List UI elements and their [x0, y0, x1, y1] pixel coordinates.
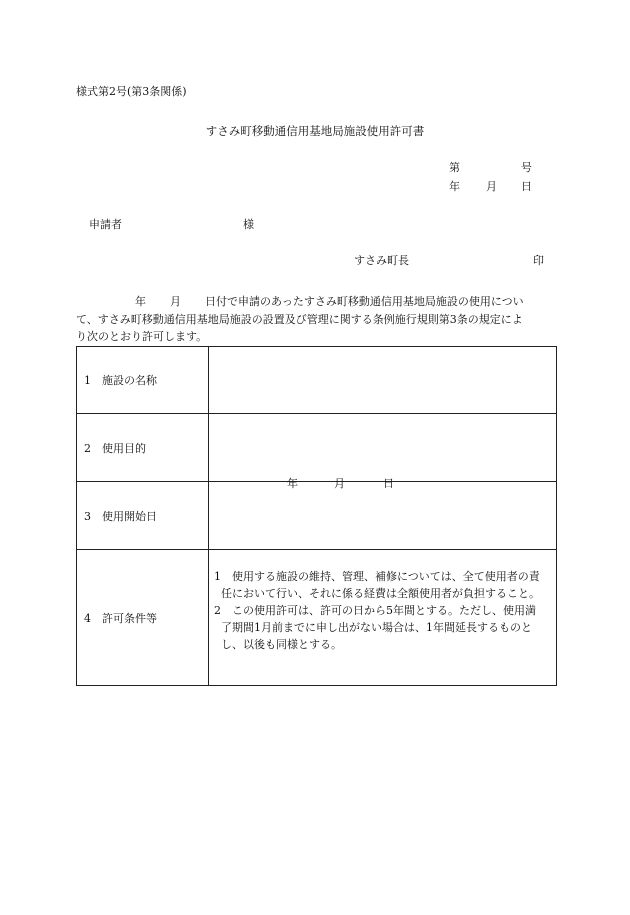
row-number: 3 — [84, 509, 91, 523]
condition-line: 1 使用する施設の維持、管理、補修については、全て使用者の責 — [214, 570, 540, 583]
conditions-value — [209, 550, 557, 686]
issue-date-day: 日 — [521, 180, 532, 193]
conditions-list — [209, 568, 556, 653]
doc-number-suffix: 号 — [521, 161, 532, 174]
document-title: すさみ町移動通信用基地局施設使用許可書 — [205, 124, 425, 138]
row-label-cell — [77, 347, 209, 414]
issue-date-year: 年 — [449, 180, 460, 193]
table-row — [77, 550, 557, 686]
statement-line-2: て、すさみ町移動通信用基地局施設の設置及び管理に関する条例施行規則第3条の規定によ — [76, 312, 523, 326]
start-date-month: 月 — [334, 477, 345, 490]
start-date-year: 年 — [287, 477, 298, 490]
table-row — [77, 482, 557, 550]
issuer-title: すさみ町長 — [354, 254, 409, 267]
form-code: 様式第2号(第3条関係) — [76, 85, 187, 98]
table-row — [77, 347, 557, 414]
condition-line: 了期間1月前までに申し出がない場合は、1年間延長するものと — [221, 621, 532, 634]
condition-line: 任において行い、それに係る経費は全額使用者が負担すること。 — [221, 587, 540, 600]
applicant-label: 申請者 — [89, 218, 122, 231]
doc-number-label: 第 — [449, 161, 460, 174]
row-label: 許可条件等 — [102, 611, 157, 625]
statement-day-rest: 日付で申請のあったすさみ町移動通信用基地局施設の使用につい — [205, 295, 524, 308]
statement-year: 年 — [135, 295, 146, 308]
applicant-honorific: 様 — [243, 218, 254, 231]
row-label-cell — [77, 550, 209, 686]
row-number: 2 — [84, 441, 91, 455]
start-date-value — [209, 477, 557, 550]
facility-name-value — [209, 347, 557, 414]
table-row — [77, 414, 557, 482]
row-label: 施設の名称 — [102, 374, 157, 387]
row-label-cell — [77, 414, 209, 482]
row-number: 1 — [84, 374, 91, 387]
permit-statement — [76, 293, 562, 346]
row-label: 使用開始日 — [102, 509, 157, 523]
row-number: 4 — [84, 611, 91, 625]
statement-month: 月 — [170, 295, 181, 308]
seal-mark: 印 — [533, 254, 544, 267]
statement-line-1 — [76, 293, 562, 311]
issue-date-month: 月 — [486, 180, 497, 193]
permit-details-table — [76, 346, 557, 686]
purpose-value — [209, 414, 557, 482]
condition-line: し、以後も同様とする。 — [221, 638, 342, 651]
statement-line-3: り次のとおり許可します。 — [76, 330, 208, 343]
row-label: 使用目的 — [102, 441, 146, 455]
row-label-cell — [77, 482, 209, 550]
start-date-day: 日 — [383, 477, 394, 490]
condition-line: 2 この使用許可は、許可の日から5年間とする。ただし、使用満 — [214, 604, 536, 617]
